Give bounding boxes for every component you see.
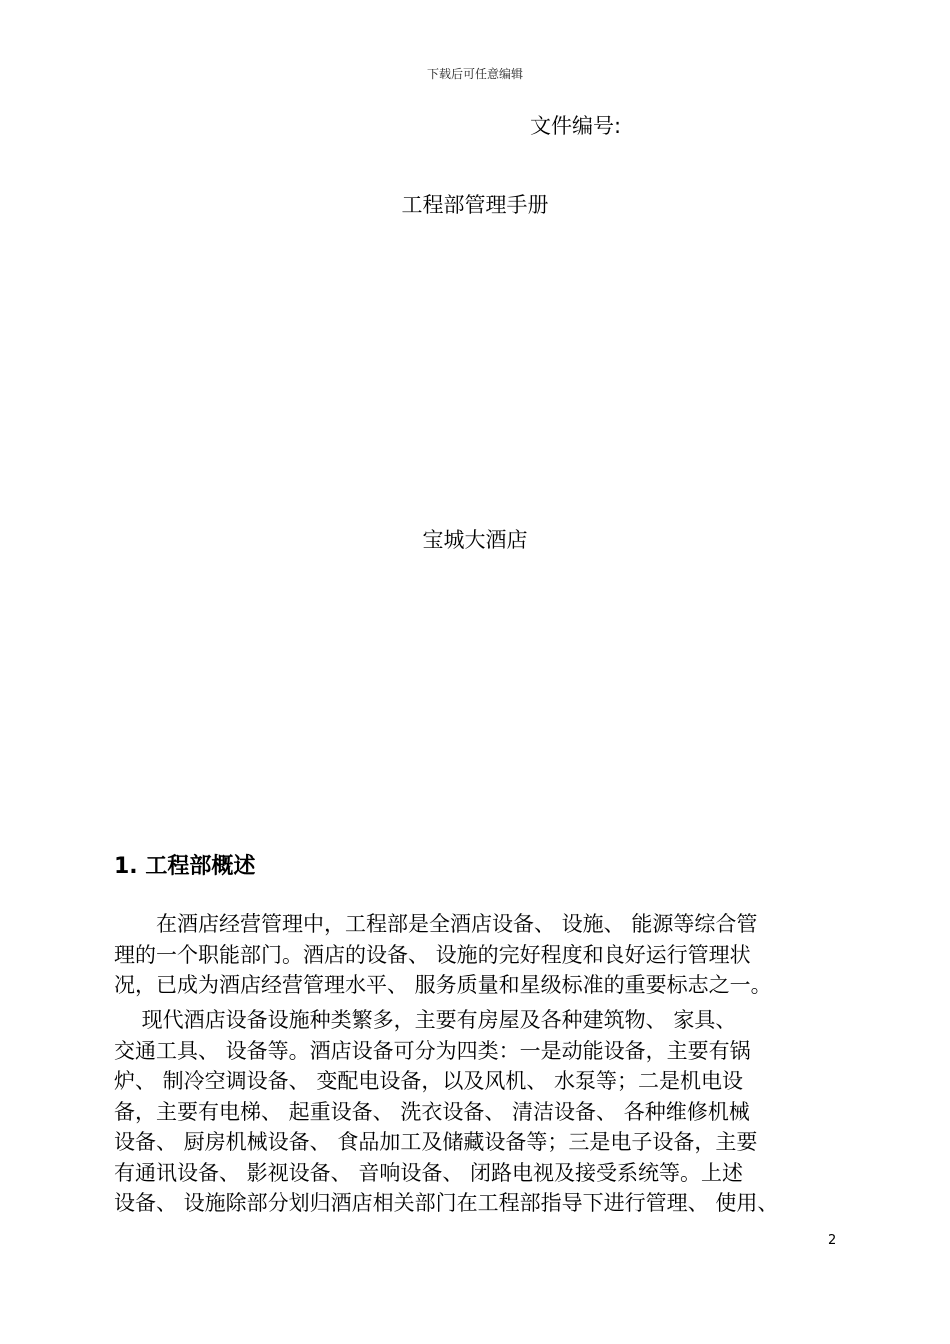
paragraph-line: 现代酒店设备设施种类繁多，主要有房屋及各种建筑物、 家具、 (114, 1008, 737, 1032)
paragraph-line: 设备、 设施除部分划归酒店相关部门在工程部指导下进行管理、 使用、 (114, 1191, 779, 1215)
paragraph-equipment (114, 1005, 854, 1219)
section-heading: 1. 工程部概述 (114, 854, 256, 879)
header-note: 下载后可任意编辑 (426, 67, 523, 81)
paragraph-overview (114, 909, 854, 1001)
organization-name: 宝城大酒店 (422, 528, 528, 552)
document-number-label: 文件编号: (530, 114, 622, 138)
document-title: 工程部管理手册 (401, 193, 549, 217)
paragraph-line: 设备、 厨房机械设备、 食品加工及储藏设备等；三是电子设备，主要 (114, 1130, 758, 1154)
paragraph-line: 炉、 制冷空调设备、 变配电设备，以及风机、 水泵等；二是机电设 (114, 1069, 744, 1093)
paragraph-line: 况，已成为酒店经营管理水平、 服务质量和星级标准的重要标志之一。 (114, 973, 772, 997)
paragraph-line: 理的一个职能部门。酒店的设备、 设施的完好程度和良好运行管理状 (114, 942, 751, 967)
paragraph-line: 有通讯设备、 影视设备、 音响设备、 闭路电视及接受系统等。上述 (114, 1160, 744, 1185)
page-number: 2 (828, 1233, 837, 1248)
paragraph-line: 备，主要有电梯、 起重设备、 洗衣设备、 清洁设备、 各种维修机械 (114, 1099, 750, 1124)
paragraph-line: 在酒店经营管理中，工程部是全酒店设备、 设施、 能源等综合管 (114, 912, 758, 936)
paragraph-line: 交通工具、 设备等。酒店设备可分为四类：一是动能设备，主要有锅 (114, 1038, 751, 1063)
